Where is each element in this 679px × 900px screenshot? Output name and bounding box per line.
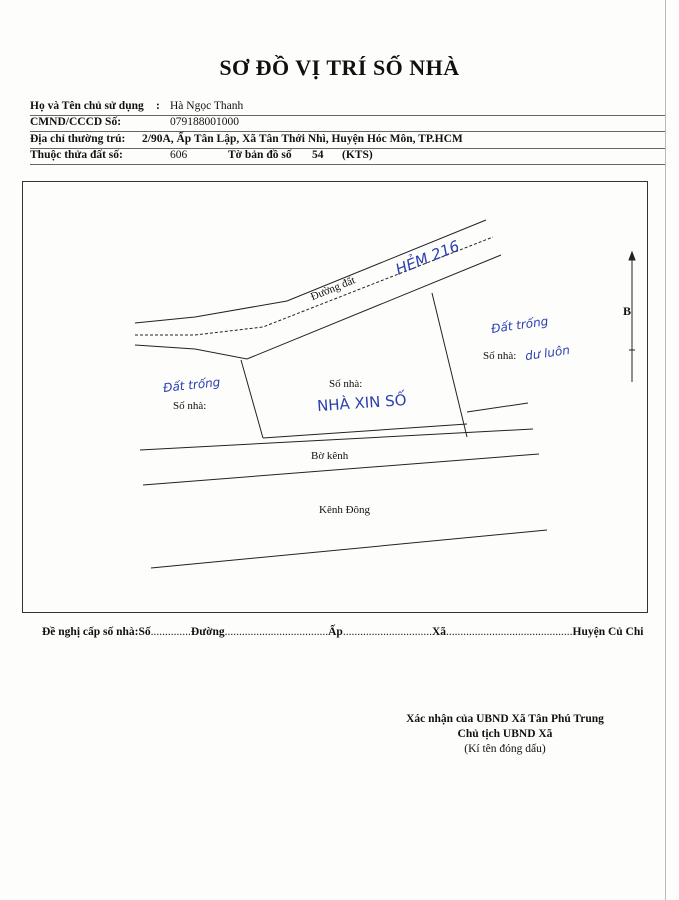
parcel-left-boundary	[241, 360, 263, 438]
page-edge	[665, 0, 666, 900]
signature-line-3: (Kí tên đóng dấu)	[464, 743, 546, 755]
center-house-label: Số nhà:	[329, 378, 363, 390]
left-house-label: Số nhà:	[173, 400, 207, 412]
road-upper-edge	[135, 220, 486, 323]
road-label: Đường đất	[309, 274, 358, 304]
page-title: SƠ ĐỒ VỊ TRÍ SỐ NHÀ	[219, 55, 460, 80]
right-neighbor-line	[467, 403, 528, 412]
address-label: Địa chỉ thường trú:	[30, 133, 126, 145]
owner-label: Họ và Tên chủ sử dụng	[30, 100, 144, 112]
map-sheet-note: (KTS)	[342, 149, 373, 161]
house-number-request-line: Đề nghị cấp số nhà:Số..............Đường....................................Ấp...............................Xã............................................Huyện Củ Chi	[42, 626, 644, 638]
parcel-value: 606	[170, 149, 188, 161]
id-value: 079188001000	[170, 116, 239, 128]
site-map	[22, 181, 648, 613]
request-commune: Xã	[431, 626, 447, 638]
canal-lower-edge	[151, 530, 547, 568]
address-row	[30, 132, 665, 149]
owner-separator: :	[156, 100, 160, 112]
canal-label: Kênh Đông	[319, 504, 371, 516]
center-house-handwritten: NHÀ XIN SỐ	[316, 390, 408, 416]
request-street: Đường	[190, 626, 225, 638]
right-house-label: Số nhà:	[483, 350, 517, 362]
owner-value: Hà Ngọc Thanh	[170, 100, 244, 112]
signature-line-1: Xác nhận của UBND Xã Tân Phú Trung	[406, 713, 604, 725]
id-row	[30, 115, 665, 132]
parcel-bottom-boundary	[263, 424, 467, 438]
road-lower-edge	[135, 255, 501, 359]
request-hamlet: Ấp	[328, 626, 343, 638]
north-arrow-letter: B	[623, 304, 632, 318]
request-prefix: Đề nghị cấp số nhà:Số	[42, 626, 151, 638]
parcel-right-boundary	[432, 293, 467, 437]
request-district: Huyện Củ Chi	[572, 626, 644, 638]
right-lot-handwritten-note: dư luôn	[524, 342, 571, 364]
canal-bank-label: Bờ kênh	[311, 450, 349, 462]
id-label: CMND/CCCD Số:	[30, 116, 122, 128]
address-value: 2/90A, Ấp Tân Lập, Xã Tân Thới Nhì, Huyện Hóc Môn, TP.HCM	[142, 133, 463, 145]
map-sheet-label: Tờ bản đồ số	[228, 149, 292, 161]
right-lot-handwritten: Đất trống	[490, 314, 550, 336]
canal-bank-upper	[140, 429, 533, 450]
owner-row	[30, 99, 665, 116]
signature-line-2: Chủ tịch UBND Xã	[457, 728, 553, 740]
parcel-label: Thuộc thửa đất số:	[30, 149, 123, 161]
map-sheet-value: 54	[312, 149, 324, 161]
road-handwritten-label: HẺM 216	[393, 236, 462, 279]
parcel-row	[30, 148, 665, 165]
left-lot-handwritten: Đất trống	[162, 375, 221, 395]
